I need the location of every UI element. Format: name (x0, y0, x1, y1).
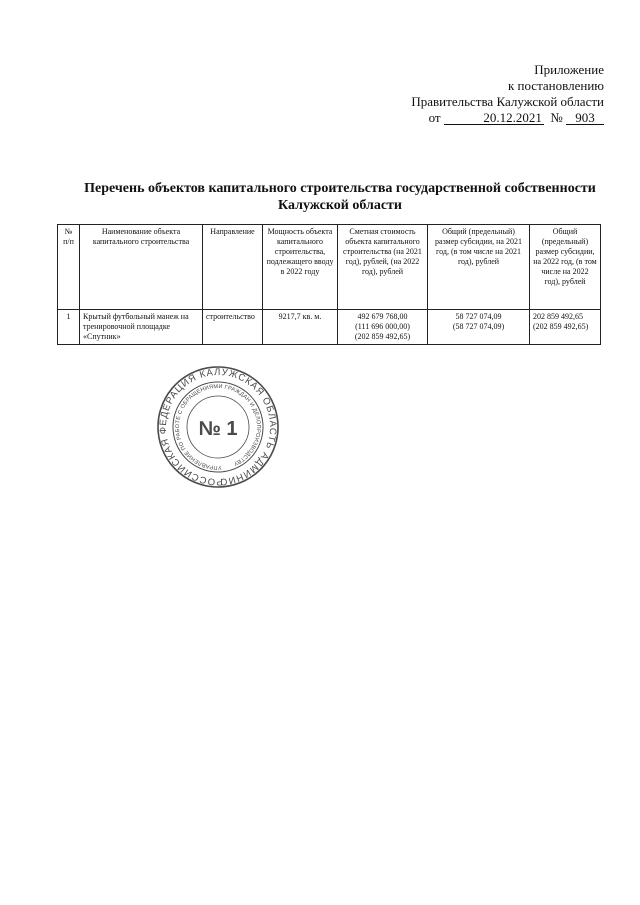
seal-number: № 1 (198, 418, 238, 440)
seal-inner-text: УПРАВЛЕНИЕ ПО РАБОТЕ С ОБРАЩЕНИЯМИ ГРАЖДАН И ДЕЛОПРОИЗВОДСТВУ (174, 383, 262, 471)
seal-outer-text: РОССИЙСКАЯ ФЕДЕРАЦИЯ КАЛУЖСКАЯ ОБЛАСТЬ АДМИНИСТРАЦИЯ (157, 366, 279, 488)
subsidy-2022-total: 202 859 492,65 (533, 312, 583, 321)
header-name: Наименование объекта капитального строительства (80, 225, 203, 310)
cost-2021: (111 696 000,00) (355, 322, 410, 331)
title-line-2: Калужской области (278, 198, 402, 213)
objects-table (57, 224, 601, 345)
appendix-date-line (411, 110, 604, 126)
table-header-row (58, 225, 601, 310)
title-line-1: Перечень объектов капитального строительства государственной собственности (84, 181, 596, 196)
document-title (60, 180, 620, 214)
appendix-line-1: Приложение (534, 62, 604, 77)
header-num: № п/п (58, 225, 80, 310)
table-row (58, 310, 601, 345)
header-subsidy-2022: Общий (предельный) размер субсидии, на 2022 год, (в том числе на 2022 год), рублей (530, 225, 601, 310)
resolution-number: 903 (566, 111, 604, 125)
header-direction: Направление (203, 225, 263, 310)
header-capacity: Мощность объекта капитального строительства, подлежащего вводу в 2022 году (263, 225, 338, 310)
appendix-line-3: Правительства Калужской области (411, 94, 604, 109)
header-cost: Сметная стоимость объекта капитального строительства (на 2021 год), рублей, (на 2022 год), рублей (338, 225, 428, 310)
appendix-header (411, 62, 604, 126)
cost-total: 492 679 768,00 (357, 312, 408, 321)
row-num: 1 (58, 310, 80, 345)
number-label: № (550, 110, 563, 125)
subsidy-2022-incl: (202 859 492,65) (533, 322, 589, 331)
header-subsidy-2021: Общий (предельный) размер субсидии, на 2021 год, (в том числе на 2021 год), рублей (428, 225, 530, 310)
cost-2022: (202 859 492,65) (354, 332, 411, 341)
appendix-line-2: к постановлению (507, 78, 604, 93)
resolution-date: 20.12.2021 (444, 111, 544, 125)
row-cost (338, 310, 428, 345)
official-seal (156, 365, 280, 489)
row-object-name: Крытый футбольный манеж на тренировочной площадке «Спутник» (80, 310, 203, 345)
from-label: от (428, 110, 441, 125)
subsidy-2021-incl: (58 727 074,09) (452, 322, 505, 331)
row-capacity: 9217,7 кв. м. (263, 310, 338, 345)
row-subsidy-2021 (428, 310, 530, 345)
row-direction: строительство (203, 310, 263, 345)
row-subsidy-2022 (530, 310, 601, 345)
subsidy-2021-total: 58 727 074,09 (455, 312, 502, 321)
